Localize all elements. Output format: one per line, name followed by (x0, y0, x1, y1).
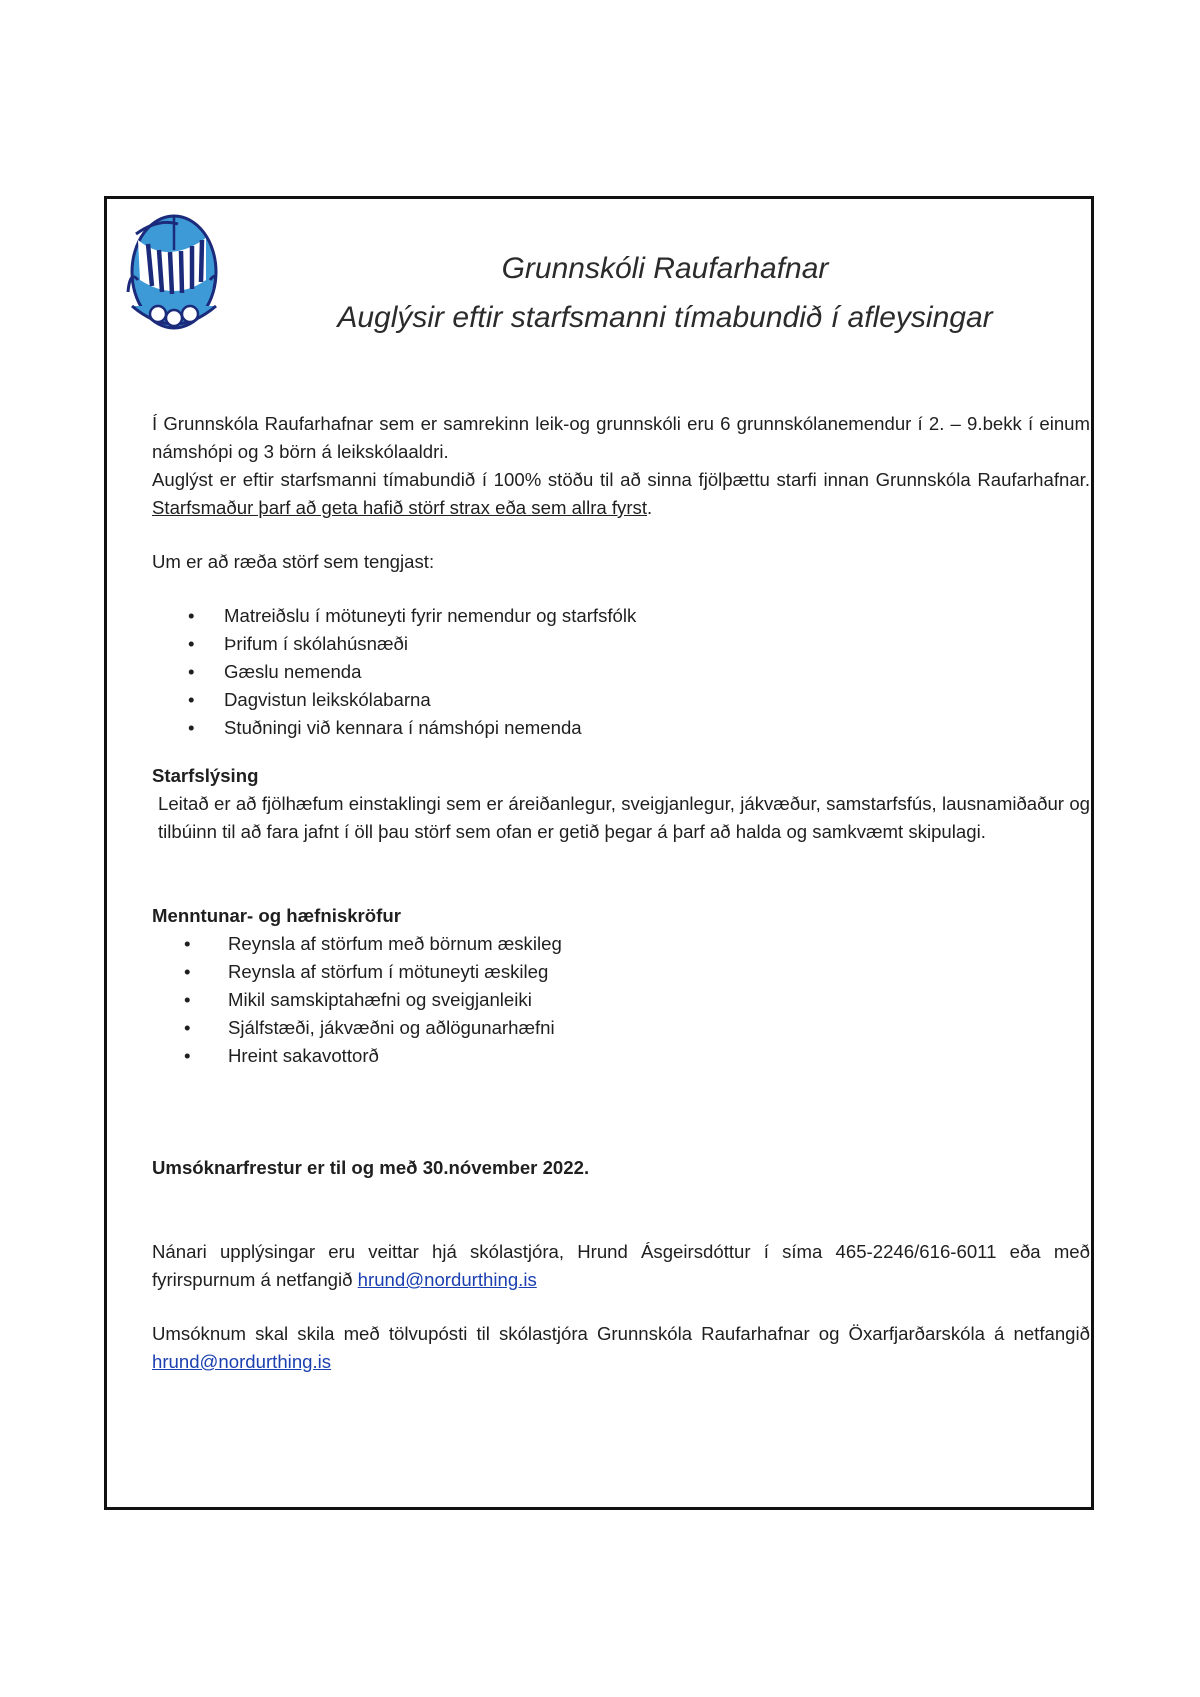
bullet-icon: • (184, 1017, 191, 1038)
submission-text: Umsóknum skal skila með tölvupósti til skólastjóra Grunnskóla Raufarhafnar og Öxarfjarðarskóla á netfangið (152, 1323, 1090, 1344)
bullet-icon: • (188, 633, 195, 654)
list-item: • Gæslu nemenda (188, 658, 1090, 686)
bullet-icon: • (188, 605, 195, 626)
application-deadline: Umsóknarfrestur er til og með 30.nóvember 2022. (152, 1157, 590, 1178)
ad-body (152, 410, 1090, 1376)
contact-paragraph (152, 1238, 1090, 1294)
list-item: • Reynsla af störfum með börnum æskileg (184, 930, 1090, 958)
submission-paragraph (152, 1320, 1090, 1376)
bullet-icon: • (184, 933, 191, 954)
intro-paragraph: Í Grunnskóla Raufarhafnar sem er samrekinn leik-og grunnskóli eru 6 grunnskólanemendur í 2. – 9.bekk í einum námshópi og 3 börn á leikskólaaldri. (152, 413, 1090, 462)
list-item: • Dagvistun leikskólabarna (188, 686, 1090, 714)
list-item: • Reynsla af störfum í mötuneyti æskileg (184, 958, 1090, 986)
submission-email-link[interactable]: hrund@nordurthing.is (152, 1351, 332, 1372)
bullet-icon: • (184, 961, 191, 982)
start-date-note: Starfsmaður þarf að geta hafið störf strax eða sem allra fyrst (152, 497, 648, 518)
bullet-icon: • (184, 989, 191, 1010)
requirements-heading: Menntunar- og hæfniskröfur (152, 905, 401, 926)
position-text: Auglýst er eftir starfsmanni tímabundið í 100% stöðu til að sinna fjölþættu starfi innan Grunnskóla Raufarhafnar. (152, 469, 1090, 490)
list-item: • Sjálfstæði, jákvæðni og aðlögunarhæfni (184, 1014, 1090, 1042)
list-item: • Mikil samskiptahæfni og sveigjanleiki (184, 986, 1090, 1014)
list-item: • Stuðningi við kennara í námshópi nemenda (188, 714, 1090, 742)
contact-email-link[interactable]: hrund@nordurthing.is (357, 1269, 537, 1290)
duties-list (152, 602, 1090, 742)
bullet-icon: • (188, 717, 195, 738)
title-block (240, 244, 1090, 342)
contact-text: Nánari upplýsingar eru veittar hjá skólastjóra, Hrund Ásgeirsdóttur í síma 465-2246/616-6011 eða með fyrirspurnum á netfangið (152, 1241, 1090, 1290)
bullet-icon: • (184, 1045, 191, 1066)
requirements-list (144, 930, 1090, 1070)
position-period: . (647, 497, 653, 518)
bullet-icon: • (188, 689, 195, 710)
bullet-icon: • (188, 661, 195, 682)
list-item: • Matreiðslu í mötuneyti fyrir nemendur og starfsfólk (188, 602, 1090, 630)
position-paragraph (152, 466, 1090, 522)
list-item: • Þrifum í skólahúsnæði (188, 630, 1090, 658)
list-item: • Hreint sakavottorð (184, 1042, 1090, 1070)
school-logo-icon (118, 210, 226, 350)
duties-lead: Um er að ræða störf sem tengjast: (152, 551, 435, 572)
job-description-heading: Starfslýsing (152, 765, 259, 786)
job-description-text: Leitað er að fjölhæfum einstaklingi sem er áreiðanlegur, sveigjanlegur, jákvæður, samstarfsfús, lausnamiðaður og tilbúinn til að fara jafnt í öll þau störf sem ofan er getið þegar á þarf að halda og samkvæmt skipulagi. (158, 793, 1090, 842)
ad-subtitle: Auglýsir eftir starfsmanni tímabundið í afleysingar (337, 301, 993, 334)
school-name: Grunnskóli Raufarhafnar (501, 252, 829, 285)
